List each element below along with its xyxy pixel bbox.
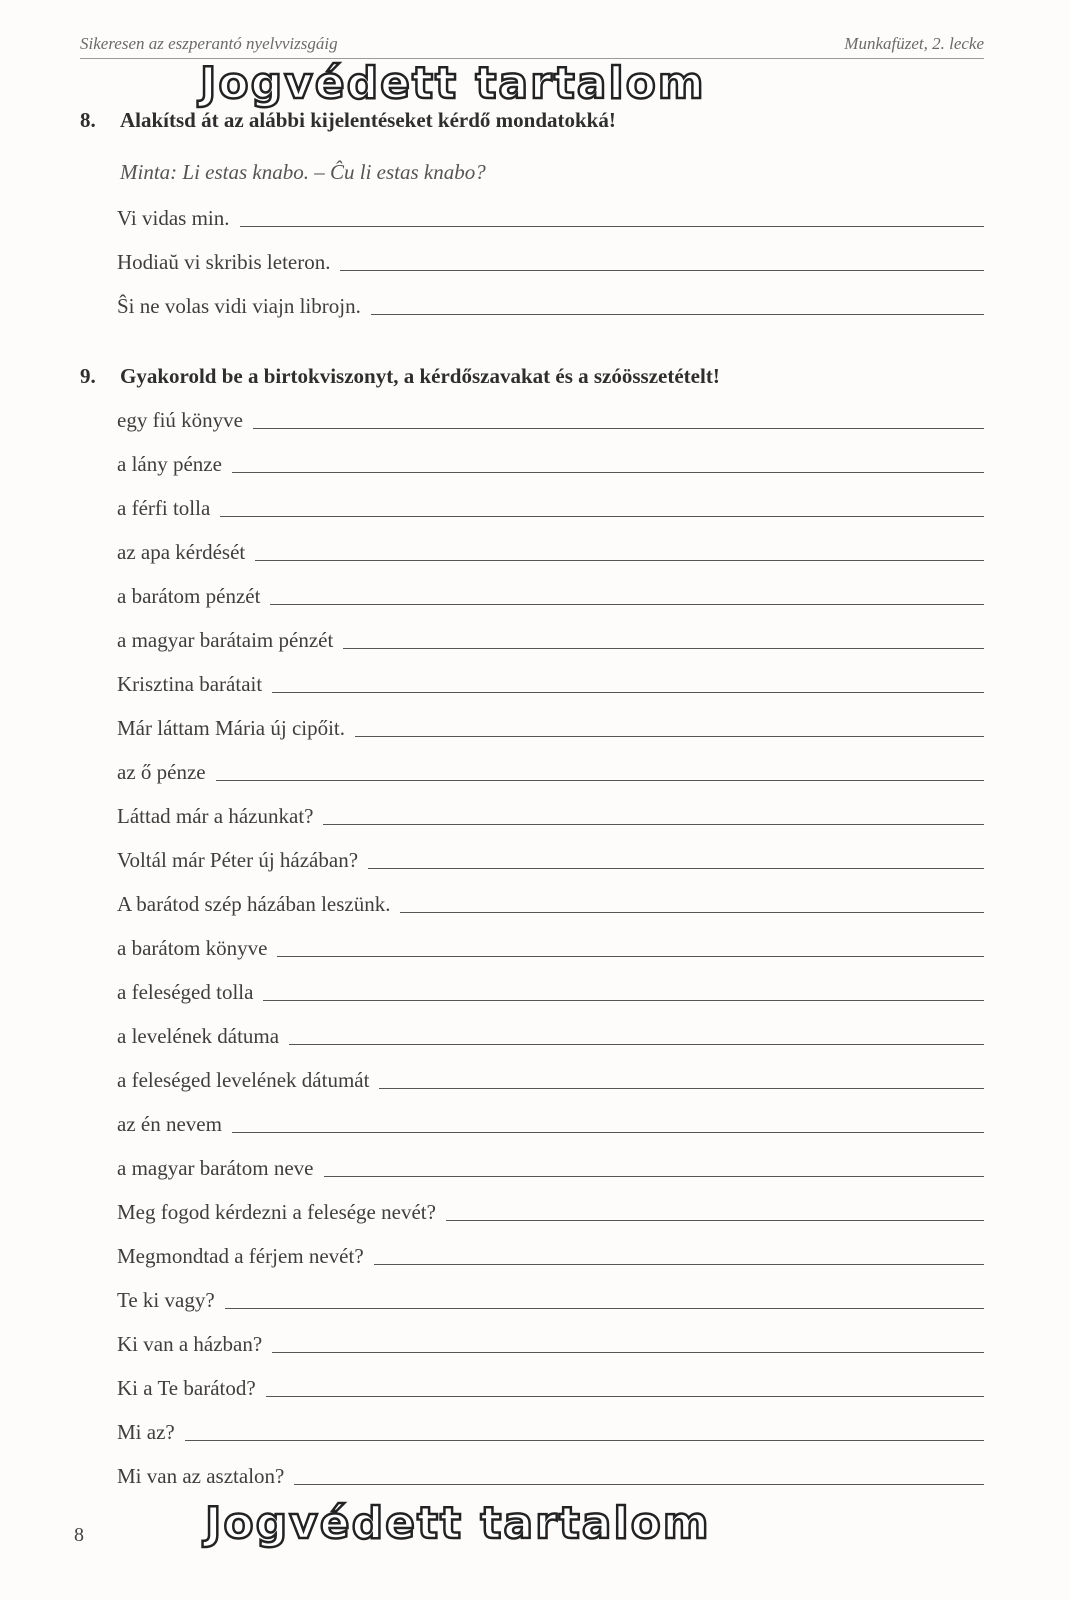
answer-prompt: az ő pénze <box>117 760 206 784</box>
copyright-watermark: Jogvédett tartalom <box>205 1498 711 1549</box>
answer-line <box>117 493 984 521</box>
answer-prompt: Krisztina barátait <box>117 672 263 696</box>
answer-line <box>117 757 984 785</box>
answer-blank[interactable] <box>263 980 984 1001</box>
answer-prompt: Ki van a házban? <box>117 1332 263 1356</box>
answer-blank[interactable] <box>294 1464 984 1485</box>
answer-line <box>117 801 984 829</box>
answer-prompt: Megmondtad a férjem nevét? <box>117 1244 364 1268</box>
answer-blank[interactable] <box>379 1068 984 1089</box>
answer-prompt: Te ki vagy? <box>117 1288 215 1312</box>
answer-prompt: a barátom pénzét <box>117 584 261 608</box>
answer-prompt: Ki a Te barátod? <box>117 1376 256 1400</box>
answer-blank[interactable] <box>232 1112 984 1133</box>
answer-line <box>117 1153 984 1181</box>
answer-prompt: a magyar barátaim pénzét <box>117 628 334 652</box>
answer-line <box>117 713 984 741</box>
answer-blank[interactable] <box>355 716 984 737</box>
answer-blank[interactable] <box>220 496 984 517</box>
answer-prompt: a feleséged tolla <box>117 980 254 1004</box>
answer-prompt: a lány pénze <box>117 452 222 476</box>
answer-prompt: Mi az? <box>117 1420 175 1444</box>
answer-line <box>117 669 984 697</box>
exercise-8-title <box>80 108 616 133</box>
exercise-8-number: 8. <box>80 108 96 132</box>
answer-prompt: a feleséged levelének dátumát <box>117 1068 370 1092</box>
header-book-title: Sikeresen az eszperantó nyelvvizsgáig <box>80 34 338 53</box>
exercise-8-example: Minta: Li estas knabo. – Ĉu li estas knabo? <box>120 160 486 184</box>
answer-blank[interactable] <box>270 584 984 605</box>
answer-line <box>117 1285 984 1313</box>
answer-blank[interactable] <box>185 1420 984 1441</box>
answer-blank[interactable] <box>343 628 984 649</box>
answer-blank[interactable] <box>323 804 984 825</box>
exercise-8-instruction: Alakítsd át az alábbi kijelentéseket kérdő mondatokká! <box>120 108 616 132</box>
answer-line <box>117 449 984 477</box>
answer-prompt: Láttad már a házunkat? <box>117 804 314 828</box>
answer-prompt: Ŝi ne volas vidi viajn librojn. <box>117 294 361 318</box>
answer-blank[interactable] <box>240 206 985 227</box>
answer-blank[interactable] <box>446 1200 984 1221</box>
exercise-9-number: 9. <box>80 364 96 388</box>
answer-line <box>117 1241 984 1269</box>
answer-blank[interactable] <box>368 848 984 869</box>
copyright-watermark: Jogvédett tartalom <box>200 58 706 109</box>
answer-line <box>117 581 984 609</box>
answer-line <box>117 933 984 961</box>
header-section: Munkafüzet, 2. lecke <box>844 34 984 53</box>
answer-blank[interactable] <box>272 672 984 693</box>
answer-blank[interactable] <box>374 1244 984 1265</box>
answer-line <box>117 977 984 1005</box>
answer-line <box>117 537 984 565</box>
answer-line <box>117 247 984 275</box>
answer-line <box>117 889 984 917</box>
answer-line <box>117 1417 984 1445</box>
answer-blank[interactable] <box>371 294 984 315</box>
exercise-9-title <box>80 364 720 389</box>
answer-blank[interactable] <box>216 760 984 781</box>
answer-prompt: Hodiaŭ vi skribis leteron. <box>117 250 331 274</box>
answer-prompt: az én nevem <box>117 1112 222 1136</box>
answer-blank[interactable] <box>272 1332 984 1353</box>
answer-prompt: az apa kérdését <box>117 540 246 564</box>
answer-line <box>117 1065 984 1093</box>
answer-prompt: Voltál már Péter új házában? <box>117 848 359 872</box>
answer-line <box>117 405 984 433</box>
answer-line <box>117 625 984 653</box>
answer-prompt: A barátod szép házában leszünk. <box>117 892 391 916</box>
answer-line <box>117 203 984 231</box>
answer-line <box>117 1197 984 1225</box>
answer-prompt: a férfi tolla <box>117 496 211 520</box>
answer-prompt: a levelének dátuma <box>117 1024 280 1048</box>
answer-blank[interactable] <box>289 1024 984 1045</box>
answer-prompt: egy fiú könyve <box>117 408 243 432</box>
answer-blank[interactable] <box>277 936 984 957</box>
answer-blank[interactable] <box>232 452 984 473</box>
answer-prompt: a barátom könyve <box>117 936 268 960</box>
answer-prompt: Már láttam Mária új cipőit. <box>117 716 346 740</box>
answer-prompt: Vi vidas min. <box>117 206 230 230</box>
running-header <box>80 32 984 59</box>
answer-line <box>117 1461 984 1489</box>
answer-blank[interactable] <box>253 408 984 429</box>
answer-line <box>117 1373 984 1401</box>
answer-prompt: a magyar barátom neve <box>117 1156 314 1180</box>
answer-blank[interactable] <box>400 892 984 913</box>
answer-blank[interactable] <box>340 250 984 271</box>
exercise-9-instruction: Gyakorold be a birtokviszonyt, a kérdőszavakat és a szóösszetételt! <box>120 364 720 388</box>
answer-line <box>117 291 984 319</box>
answer-blank[interactable] <box>266 1376 984 1397</box>
answer-line <box>117 1021 984 1049</box>
answer-line <box>117 845 984 873</box>
answer-line <box>117 1109 984 1137</box>
answer-prompt: Mi van az asztalon? <box>117 1464 285 1488</box>
page-number: 8 <box>74 1524 84 1546</box>
answer-blank[interactable] <box>225 1288 984 1309</box>
answer-blank[interactable] <box>324 1156 985 1177</box>
answer-prompt: Meg fogod kérdezni a felesége nevét? <box>117 1200 436 1224</box>
answer-line <box>117 1329 984 1357</box>
answer-blank[interactable] <box>255 540 984 561</box>
